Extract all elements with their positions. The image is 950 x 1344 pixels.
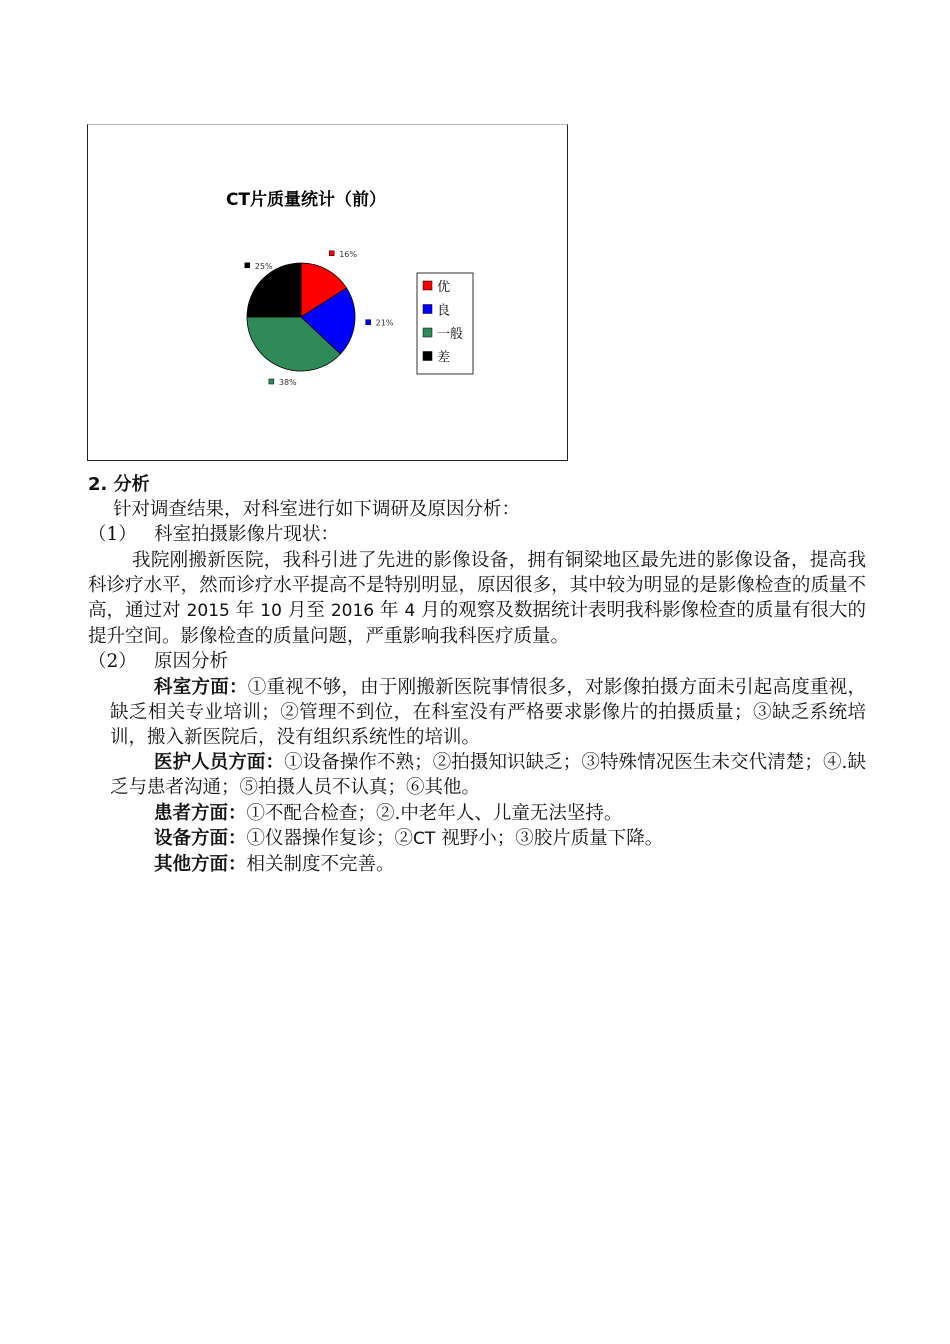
pct-label-good: 16% [339, 249, 357, 259]
item1-t2: 月至 [287, 600, 325, 622]
item2-heading [88, 649, 866, 674]
pct-marker-fair [366, 320, 371, 325]
patient-paragraph [88, 801, 866, 826]
item1-number: （1） [88, 524, 137, 546]
staff-text: ①设备操作不熟；②拍摄知识缺乏；③特殊情况医生未交代清楚；④.缺乏与患者沟通；⑤拍摄人员不认真；⑥其他。 [110, 752, 866, 799]
legend-swatch-good [423, 281, 432, 290]
dept-paragraph [88, 675, 866, 751]
item2-number: （2） [88, 651, 137, 673]
equip-ct: CT [413, 828, 436, 849]
item1-t3: 年 [380, 600, 399, 622]
pie-chart [87, 124, 568, 461]
legend-swatch-average [423, 328, 432, 337]
chart-title: CT片质量统计（前） [225, 190, 387, 210]
year-2015: 2015 [186, 601, 230, 622]
patient-text: ①不配合检查；②.中老年人、儿童无法坚持。 [246, 802, 623, 824]
pie-slice-poor [247, 263, 301, 317]
equip-label: 设备方面： [154, 827, 247, 849]
legend-label-fair: 良 [437, 303, 451, 319]
item1-t1: 年 [235, 600, 255, 622]
other-label: 其他方面： [154, 854, 247, 876]
legend-label-average: 一般 [437, 327, 464, 342]
item1-heading [88, 522, 866, 547]
section-heading: 2. 分析 [88, 474, 150, 495]
pct-marker-poor [245, 263, 250, 268]
item2-title: 原因分析 [154, 651, 229, 673]
staff-label: 医护人员方面： [154, 752, 285, 774]
pie-chart-svg [88, 125, 567, 460]
equip-text-a: ①仪器操作复诊；② [246, 827, 414, 849]
item1-paragraph [88, 548, 866, 650]
pct-label-average: 38% [278, 378, 297, 388]
legend-swatch-poor [423, 352, 432, 361]
equip-paragraph [88, 826, 866, 852]
month-10: 10 [260, 601, 282, 622]
other-text: 相关制度不完善。 [246, 854, 395, 876]
legend-swatch-fair [423, 305, 432, 314]
staff-paragraph [88, 750, 866, 800]
dept-text: ①重视不够，由于刚搬新医院事情很多，对影像拍摄方面未引起高度重视，缺乏相关专业培训；②管理不到位，在科室没有严格要求影像片的拍摄质量；③缺乏系统培训，搬入新医院后，没有组织系统性的培训。 [110, 676, 866, 749]
equip-text-b: 视野小；③胶片质量下降。 [441, 827, 664, 849]
intro-paragraph: 针对调查结果，对科室进行如下调研及原因分析： [113, 499, 521, 521]
legend-label-good: 优 [437, 280, 451, 295]
month-4: 4 [404, 601, 416, 622]
item1-title: 科室拍摄影像片现状： [154, 524, 340, 546]
legend-label-poor: 差 [437, 350, 451, 366]
other-paragraph [88, 852, 866, 877]
year-2016: 2016 [330, 601, 375, 622]
dept-label: 科室方面： [154, 676, 248, 698]
item1-text-a: 我院刚搬新医院，我科引进了先进的影像设备，拥有铜梁地区最先进的影像设备，提高我科诊疗水平，然而诊疗水平提高不是特别明显，原因很多，其中较为明显的是影像检查的质量不高，通过对 [88, 549, 866, 622]
document-body [88, 472, 866, 877]
pct-label-fair: 21% [375, 318, 394, 328]
patient-label: 患者方面： [154, 802, 247, 824]
pct-marker-average [269, 379, 274, 384]
pct-label-poor: 25% [254, 261, 273, 271]
item1-text-b: 月的观察及数据统计表明我科影像检查的质量有很大的提升空间。影像检查的质量问题，严重影响我科医疗质量。 [88, 600, 866, 648]
pct-marker-good [329, 251, 334, 256]
